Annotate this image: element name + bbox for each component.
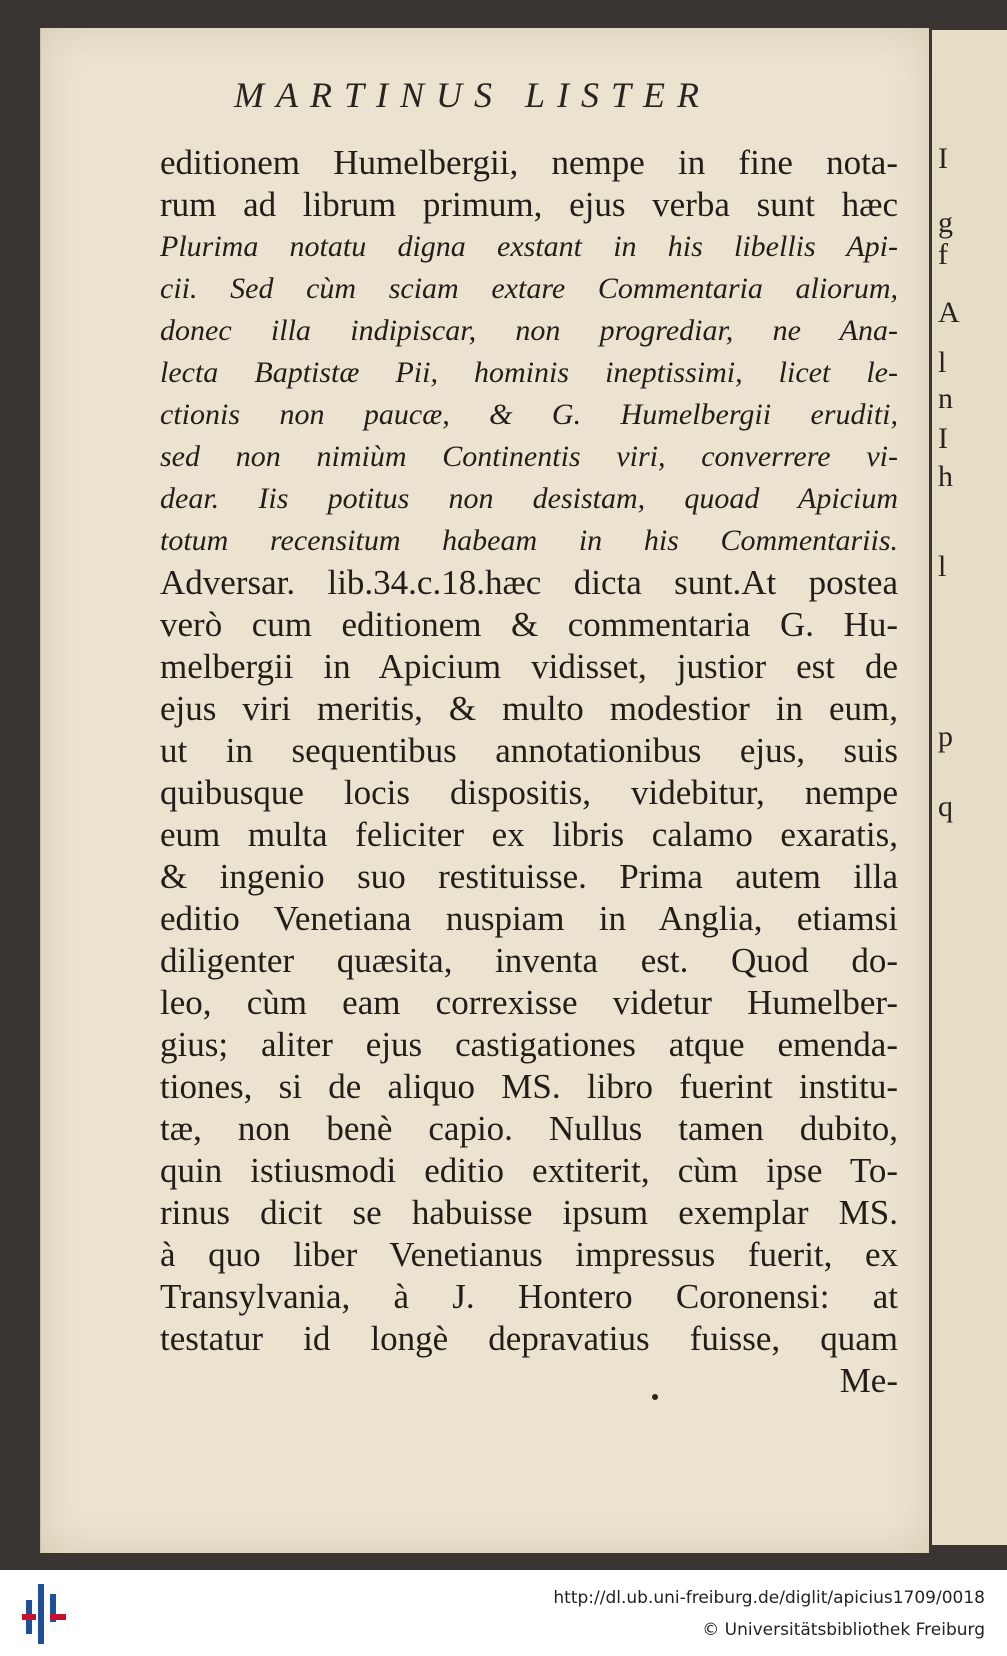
text-line: à quo liber Venetianus impressus fuerit, ex — [160, 1235, 898, 1274]
printer-mark — [652, 1394, 658, 1400]
adjacent-page-fragment: A — [938, 296, 960, 329]
adjacent-page-fragment: I — [938, 422, 948, 455]
text-line: Me- — [839, 1361, 898, 1400]
adjacent-page-fragment: l — [938, 346, 947, 379]
text-line: ctionis non paucæ, & G. Humelbergii eruditi, — [160, 398, 898, 431]
adjacent-page-fragment: q — [938, 790, 953, 823]
text-line: cii. Sed cùm sciam extare Commentaria aliorum, — [160, 272, 898, 305]
text-line: tæ, non benè capio. Nullus tamen dubito, — [160, 1109, 898, 1148]
adjacent-page-fragment: I — [938, 142, 948, 175]
text-line: rum ad librum primum, ejus verba sunt hæc — [160, 185, 898, 224]
text-line: editio Venetiana nuspiam in Anglia, etiamsi — [160, 899, 898, 938]
text-line: melbergii in Apicium vidisset, justior est de — [160, 647, 898, 686]
copyright-notice: © Universitätsbibliothek Freiburg — [702, 1620, 985, 1640]
text-line: rinus dicit se habuisse ipsum exemplar MS. — [160, 1193, 898, 1232]
page-text — [160, 142, 898, 1402]
text-line: sed non nimiùm Continentis viri, converrere vi- — [160, 440, 898, 473]
text-line: gius; aliter ejus castigationes atque emenda- — [160, 1025, 898, 1064]
adjacent-page-edge — [932, 30, 1007, 1545]
adjacent-page-fragment: f — [938, 238, 948, 271]
text-line: Adversar. lib.34.c.18.hæc dicta sunt.At postea — [160, 563, 898, 602]
permalink-url[interactable]: http://dl.ub.uni-freiburg.de/diglit/apicius1709/0018 — [553, 1588, 985, 1608]
adjacent-page-fragment: n — [938, 382, 953, 415]
text-line: tiones, si de aliquo MS. libro fuerint institu- — [160, 1067, 898, 1106]
text-line: donec illa indipiscar, non progrediar, ne Ana- — [160, 314, 898, 347]
adjacent-page-fragment: g — [938, 206, 953, 239]
text-line: leo, cùm eam correxisse videtur Humelber- — [160, 983, 898, 1022]
running-head: MARTINUS LISTER — [234, 75, 711, 115]
text-line: editionem Humelbergii, nempe in fine nota- — [160, 143, 898, 182]
text-line: verò cum editionem & commentaria G. Hu- — [160, 605, 898, 644]
text-line: totum recensitum habeam in his Commentariis. — [160, 524, 898, 557]
adjacent-page-fragment: h — [938, 460, 953, 493]
text-line: eum multa feliciter ex libris calamo exaratis, — [160, 815, 898, 854]
text-line: dear. Iis potitus non desistam, quoad Apicium — [160, 482, 898, 515]
text-line: testatur id longè depravatius fuisse, quam — [160, 1319, 898, 1358]
text-line: diligenter quæsita, inventa est. Quod do- — [160, 941, 898, 980]
text-line: ut in sequentibus annotationibus ejus, suis — [160, 731, 898, 770]
text-line: & ingenio suo restituisse. Prima autem illa — [160, 857, 898, 896]
text-line: quin istiusmodi editio extiterit, cùm ipse To- — [160, 1151, 898, 1190]
viewer-footer — [0, 1570, 1007, 1656]
text-line: Plurima notatu digna exstant in his libellis Api- — [160, 230, 898, 263]
adjacent-page-fragment: p — [938, 720, 953, 753]
library-logo-icon — [22, 1584, 66, 1644]
text-line: quibusque locis dispositis, videbitur, nempe — [160, 773, 898, 812]
adjacent-page-fragment: l — [938, 550, 947, 583]
text-line: Transylvania, à J. Hontero Coronensi: at — [160, 1277, 898, 1316]
text-line: lecta Baptistæ Pii, hominis ineptissimi, licet le- — [160, 356, 898, 389]
text-line: ejus viri meritis, & multo modestior in eum, — [160, 689, 898, 728]
